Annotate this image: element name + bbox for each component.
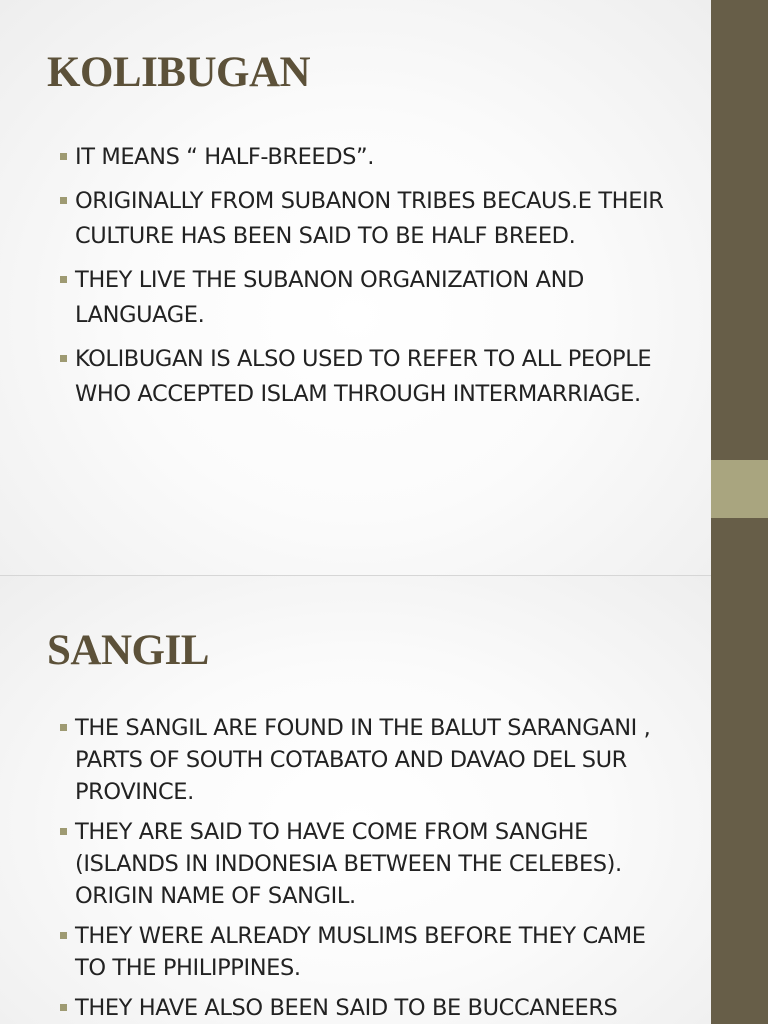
bullet-text: THE SANGIL ARE FOUND IN THE BALUT SARANGANI , PARTS OF SOUTH COTABATO AND DAVAO DEL SUR PROVINCE.: [75, 715, 651, 805]
bullet-item: [57, 263, 669, 333]
bullet-text: THEY ARE SAID TO HAVE COME FROM SANGHE (ISLANDS IN INDONESIA BETWEEN THE CELEBES). ORIGIN NAME OF SANGIL.: [75, 819, 622, 909]
bullet-list: [57, 140, 669, 421]
sidebar-accent-block: [711, 460, 768, 518]
square-bullet-icon: [60, 355, 67, 362]
bullet-text: THEY WERE ALREADY MUSLIMS BEFORE THEY CAME TO THE PHILIPPINES.: [75, 923, 646, 981]
square-bullet-icon: [60, 276, 67, 283]
decorative-sidebar: [711, 0, 768, 1024]
bullet-text: THEY LIVE THE SUBANON ORGANIZATION AND LANGUAGE.: [75, 267, 584, 328]
bullet-item: [57, 140, 669, 175]
square-bullet-icon: [60, 724, 67, 731]
bullet-text: ORIGINALLY FROM SUBANON TRIBES BECAUS.E THEIR CULTURE HAS BEEN SAID TO BE HALF BREED.: [75, 188, 664, 249]
slide-sangil: [0, 576, 711, 1024]
bullet-text: IT MEANS “ HALF-BREEDS”.: [75, 144, 375, 170]
bullet-item: [57, 184, 669, 254]
bullet-item: [57, 992, 669, 1024]
square-bullet-icon: [60, 828, 67, 835]
square-bullet-icon: [60, 197, 67, 204]
bullet-item: [57, 816, 669, 912]
bullet-item: [57, 342, 669, 412]
square-bullet-icon: [60, 932, 67, 939]
bullet-text: THEY HAVE ALSO BEEN SAID TO BE BUCCANEERS: [75, 995, 618, 1021]
bullet-item: [57, 712, 669, 808]
bullet-text: KOLIBUGAN IS ALSO USED TO REFER TO ALL PEOPLE WHO ACCEPTED ISLAM THROUGH INTERMARRIAGE.: [75, 346, 652, 407]
bullet-item: [57, 920, 669, 984]
bullet-list: [57, 712, 669, 1024]
square-bullet-icon: [60, 1004, 67, 1011]
slide-title: SANGIL: [47, 627, 209, 674]
slide-title: KOLIBUGAN: [47, 49, 311, 96]
square-bullet-icon: [60, 153, 67, 160]
